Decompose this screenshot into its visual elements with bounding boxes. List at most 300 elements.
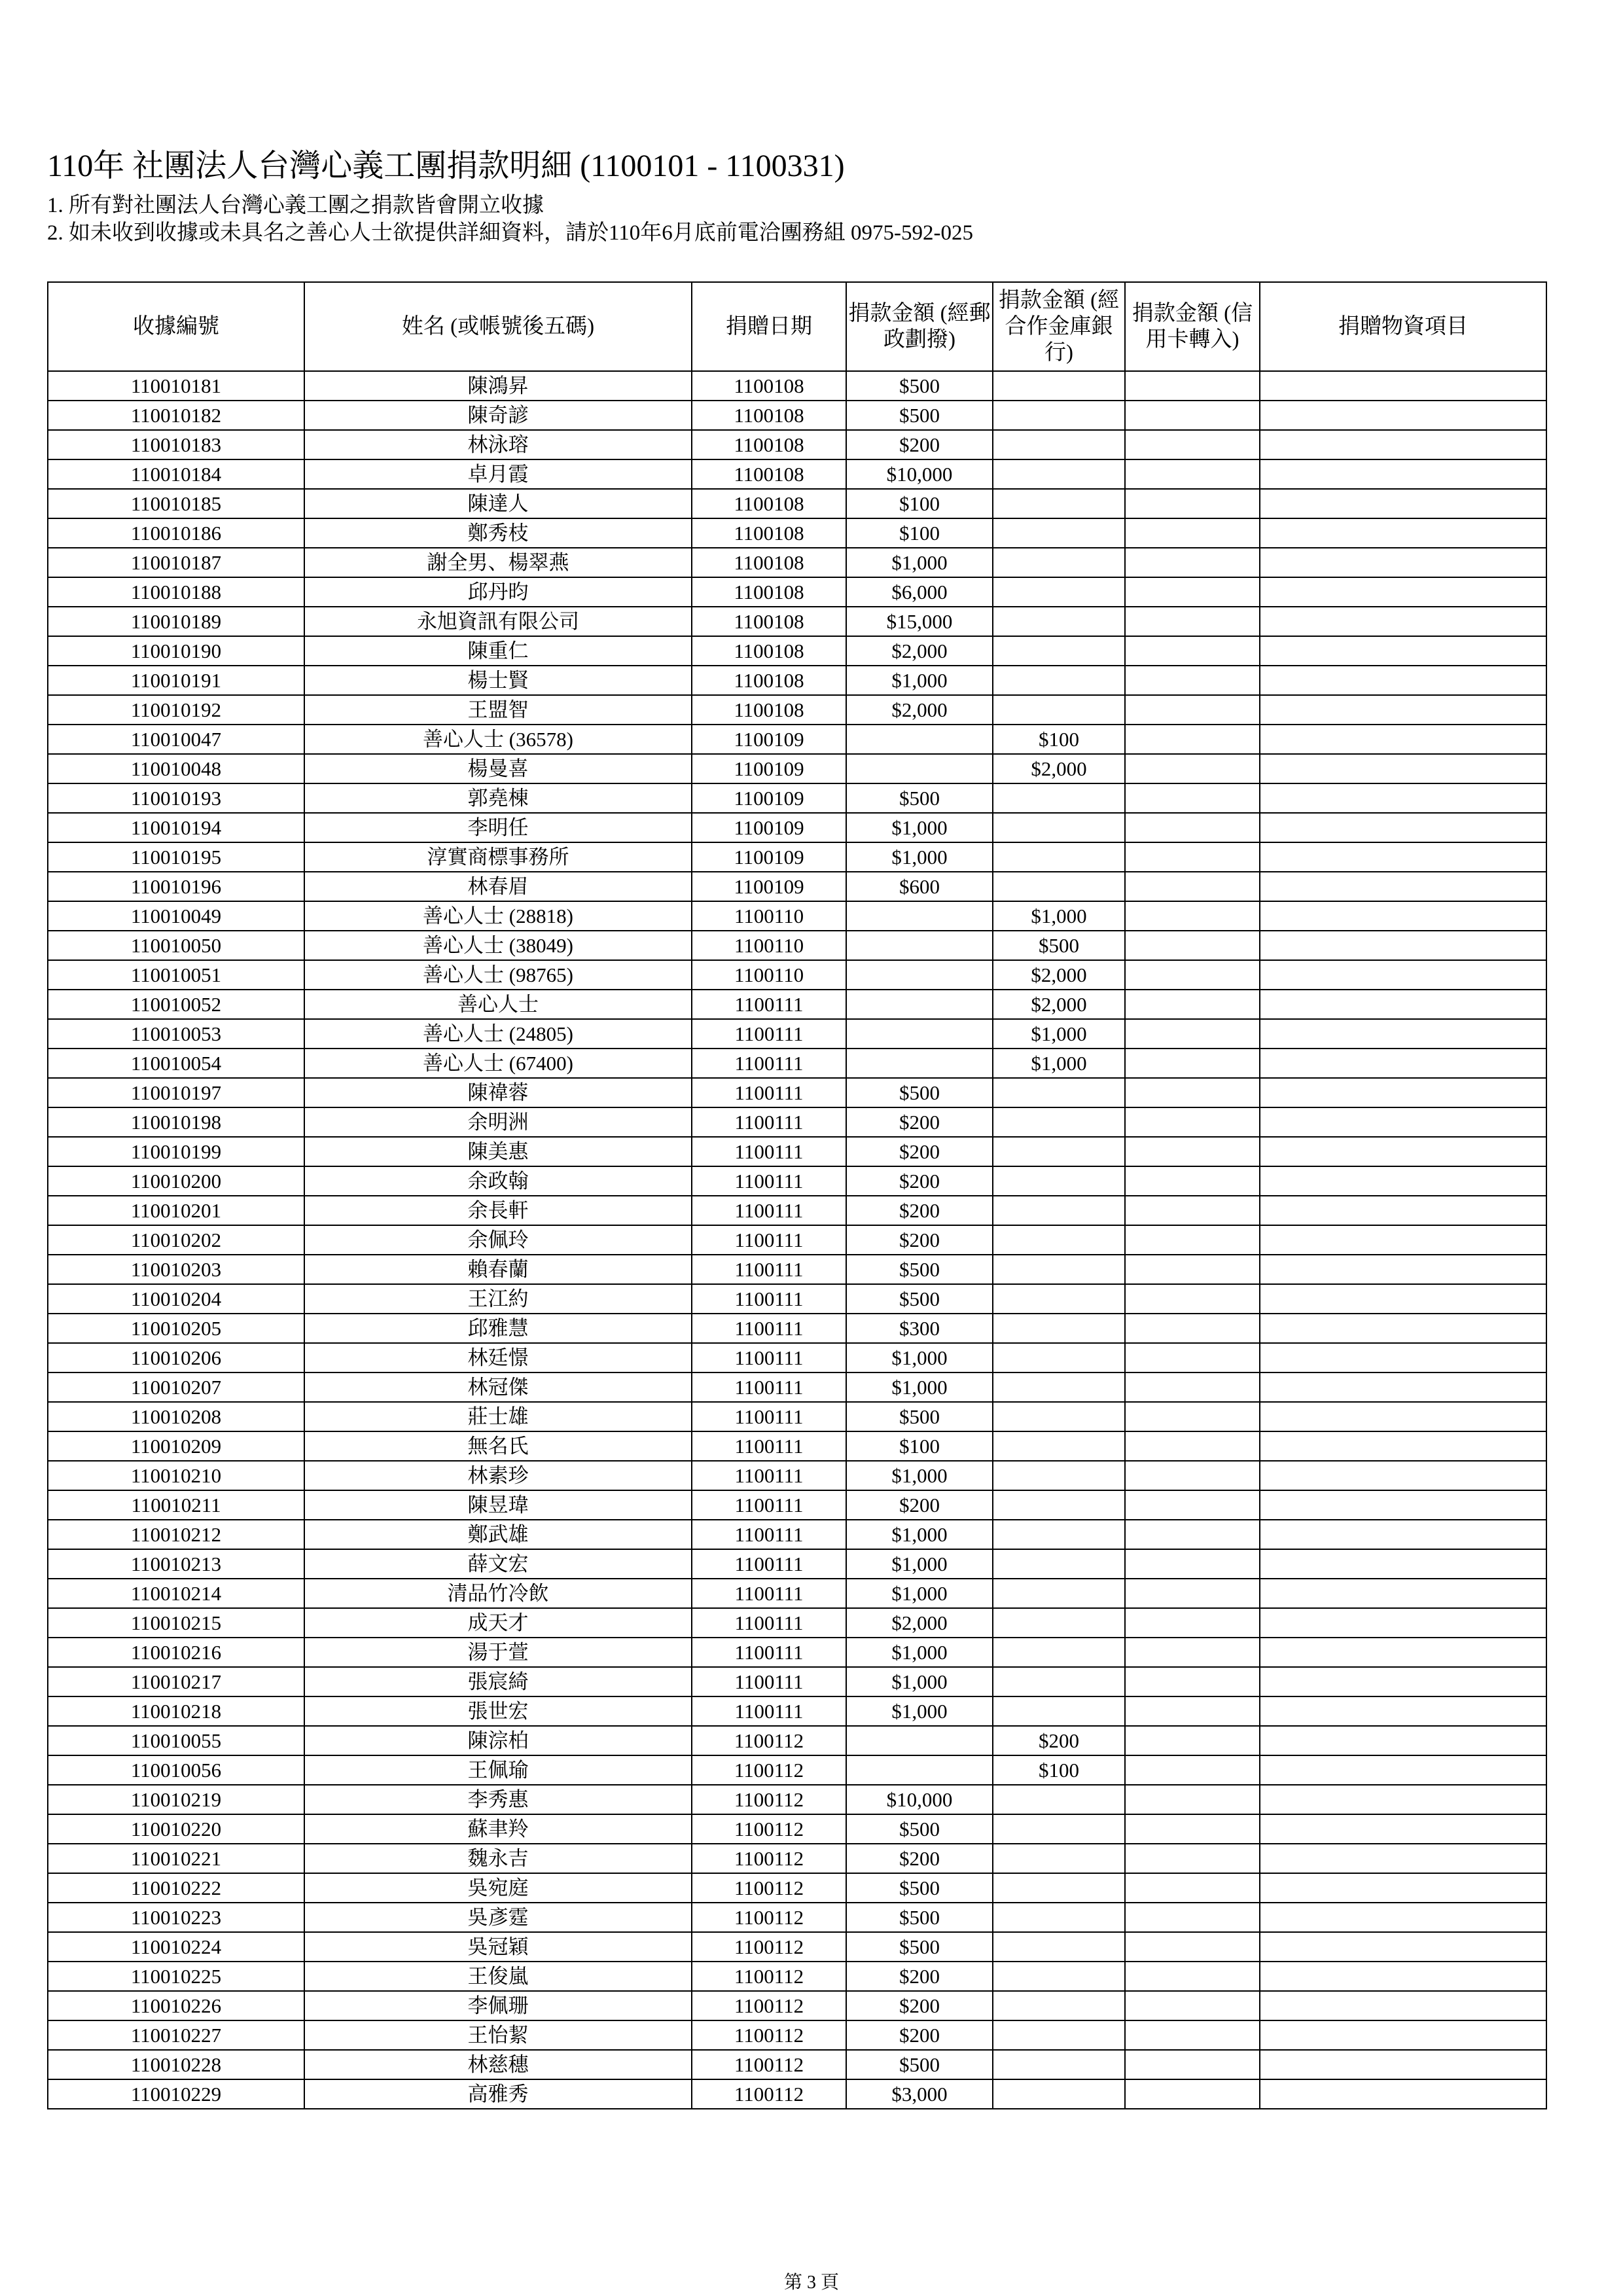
- donor-name-cell: 鄭武雄: [304, 1520, 692, 1549]
- donation-date-cell: 1100111: [692, 1696, 846, 1726]
- donation-date-cell: 1100111: [692, 1579, 846, 1608]
- receipt-no-cell: 110010206: [48, 1343, 304, 1372]
- amount-postal-cell: [846, 1726, 993, 1755]
- receipt-no-cell: 110010214: [48, 1579, 304, 1608]
- donor-name-cell: 林素珍: [304, 1461, 692, 1490]
- supplies-cell: [1260, 725, 1546, 754]
- donation-date-cell: 1100111: [692, 1461, 846, 1490]
- supplies-cell: [1260, 1196, 1546, 1225]
- table-row: [48, 2050, 1546, 2079]
- amount-postal-cell: $1,000: [846, 548, 993, 577]
- note-contact: 2. 如未收到收據或未具名之善心人士欲提供詳細資料，請於110年6月底前電洽團務組 0975-592-025: [47, 221, 974, 245]
- page-number: 第 3 頁: [783, 2272, 839, 2293]
- donation-date-cell: 1100111: [692, 1343, 846, 1372]
- donation-date-cell: 1100111: [692, 990, 846, 1019]
- donation-date-cell: 1100111: [692, 1019, 846, 1049]
- receipt-no-cell: 110010226: [48, 1991, 304, 2020]
- donor-name-cell: 王江約: [304, 1284, 692, 1314]
- amount-postal-cell: $1,000: [846, 1696, 993, 1726]
- receipt-no-cell: 110010218: [48, 1696, 304, 1726]
- amount-bank-cell: [993, 1608, 1125, 1638]
- amount-credit-card-cell: [1125, 371, 1260, 401]
- amount-bank-cell: [993, 371, 1125, 401]
- donation-date-cell: 1100111: [692, 1049, 846, 1078]
- supplies-cell: [1260, 607, 1546, 636]
- amount-postal-cell: $500: [846, 1814, 993, 1844]
- amount-credit-card-cell: [1125, 1314, 1260, 1343]
- table-row: [48, 1049, 1546, 1078]
- supplies-cell: [1260, 1638, 1546, 1667]
- amount-bank-cell: [993, 1490, 1125, 1520]
- donation-date-cell: 1100112: [692, 2020, 846, 2050]
- supplies-cell: [1260, 1785, 1546, 1814]
- donor-name-cell: 余佩玲: [304, 1225, 692, 1255]
- amount-bank-cell: $200: [993, 1726, 1125, 1755]
- amount-postal-cell: [846, 725, 993, 754]
- donation-date-cell: 1100109: [692, 754, 846, 783]
- amount-bank-cell: [993, 1638, 1125, 1667]
- donation-date-cell: 1100111: [692, 1137, 846, 1166]
- table-row: [48, 1932, 1546, 1962]
- receipt-no-cell: 110010190: [48, 636, 304, 666]
- table-row: [48, 666, 1546, 695]
- amount-credit-card-cell: [1125, 1049, 1260, 1078]
- donation-date-cell: 1100112: [692, 1903, 846, 1932]
- table-row: [48, 813, 1546, 842]
- table-row: [48, 1579, 1546, 1608]
- amount-credit-card-cell: [1125, 754, 1260, 783]
- supplies-cell: [1260, 931, 1546, 960]
- table-row: [48, 607, 1546, 636]
- table-row: [48, 1638, 1546, 1667]
- table-row: [48, 518, 1546, 548]
- amount-postal-cell: $6,000: [846, 577, 993, 607]
- donor-name-cell: 王怡絜: [304, 2020, 692, 2050]
- table-row: [48, 1814, 1546, 1844]
- table-row: [48, 1785, 1546, 1814]
- receipt-no-cell: 110010198: [48, 1107, 304, 1137]
- receipt-no-cell: 110010229: [48, 2079, 304, 2109]
- receipt-no-cell: 110010215: [48, 1608, 304, 1638]
- supplies-cell: [1260, 1903, 1546, 1932]
- supplies-cell: [1260, 1873, 1546, 1903]
- receipt-no-cell: 110010208: [48, 1402, 304, 1431]
- donor-name-cell: 王佩瑜: [304, 1755, 692, 1785]
- amount-postal-cell: $1,000: [846, 842, 993, 872]
- amount-bank-cell: [993, 666, 1125, 695]
- amount-bank-cell: [993, 518, 1125, 548]
- donor-name-cell: 善心人士 (36578): [304, 725, 692, 754]
- donation-date-cell: 1100108: [692, 371, 846, 401]
- supplies-cell: [1260, 960, 1546, 990]
- donation-date-cell: 1100108: [692, 548, 846, 577]
- receipt-no-cell: 110010051: [48, 960, 304, 990]
- amount-bank-cell: [993, 459, 1125, 489]
- receipt-no-cell: 110010213: [48, 1549, 304, 1579]
- receipt-no-cell: 110010225: [48, 1962, 304, 1991]
- amount-credit-card-cell: [1125, 1372, 1260, 1402]
- receipt-no-cell: 110010207: [48, 1372, 304, 1402]
- donation-date-cell: 1100112: [692, 1962, 846, 1991]
- amount-credit-card-cell: [1125, 1638, 1260, 1667]
- amount-bank-cell: [993, 548, 1125, 577]
- amount-credit-card-cell: [1125, 1078, 1260, 1107]
- table-row: [48, 1284, 1546, 1314]
- supplies-cell: [1260, 1991, 1546, 2020]
- donation-table: [47, 281, 1547, 2109]
- amount-postal-cell: $200: [846, 1844, 993, 1873]
- amount-credit-card-cell: [1125, 1461, 1260, 1490]
- amount-credit-card-cell: [1125, 1903, 1260, 1932]
- table-row: [48, 931, 1546, 960]
- amount-postal-cell: $1,000: [846, 1343, 993, 1372]
- donation-date-cell: 1100112: [692, 1755, 846, 1785]
- amount-postal-cell: $2,000: [846, 695, 993, 725]
- receipt-no-cell: 110010052: [48, 990, 304, 1019]
- table-header-row: [48, 282, 1546, 371]
- supplies-cell: [1260, 1608, 1546, 1638]
- receipt-no-cell: 110010197: [48, 1078, 304, 1107]
- donation-date-cell: 1100109: [692, 842, 846, 872]
- donor-name-cell: 李明任: [304, 813, 692, 842]
- table-row: [48, 2020, 1546, 2050]
- donation-date-cell: 1100111: [692, 1284, 846, 1314]
- amount-credit-card-cell: [1125, 2020, 1260, 2050]
- donor-name-cell: 陳達人: [304, 489, 692, 518]
- amount-bank-cell: [993, 1137, 1125, 1166]
- receipt-no-cell: 110010220: [48, 1814, 304, 1844]
- receipt-no-cell: 110010205: [48, 1314, 304, 1343]
- amount-postal-cell: $500: [846, 1903, 993, 1932]
- amount-credit-card-cell: [1125, 1696, 1260, 1726]
- donor-name-cell: 林冠傑: [304, 1372, 692, 1402]
- donation-date-cell: 1100112: [692, 1726, 846, 1755]
- supplies-cell: [1260, 2079, 1546, 2109]
- amount-postal-cell: $200: [846, 1991, 993, 2020]
- donor-name-cell: 善心人士 (24805): [304, 1019, 692, 1049]
- donor-name-cell: 郭堯棟: [304, 783, 692, 813]
- col-header-amount-postal: 捐款金額 (經郵政劃撥): [846, 282, 993, 371]
- amount-postal-cell: $10,000: [846, 1785, 993, 1814]
- donor-name-cell: 吳冠穎: [304, 1932, 692, 1962]
- supplies-cell: [1260, 1166, 1546, 1196]
- note-receipt: 1. 所有對社團法人台灣心義工團之捐款皆會開立收據: [47, 194, 544, 217]
- supplies-cell: [1260, 1461, 1546, 1490]
- receipt-no-cell: 110010184: [48, 459, 304, 489]
- table-body: [48, 371, 1546, 2109]
- amount-postal-cell: $2,000: [846, 636, 993, 666]
- donor-name-cell: 李秀惠: [304, 1785, 692, 1814]
- amount-postal-cell: $200: [846, 1107, 993, 1137]
- table-row: [48, 725, 1546, 754]
- receipt-no-cell: 110010185: [48, 489, 304, 518]
- donation-date-cell: 1100112: [692, 2050, 846, 2079]
- receipt-no-cell: 110010204: [48, 1284, 304, 1314]
- amount-credit-card-cell: [1125, 842, 1260, 872]
- donor-name-cell: 莊士雄: [304, 1402, 692, 1431]
- amount-postal-cell: $500: [846, 401, 993, 430]
- table-row: [48, 872, 1546, 901]
- donor-name-cell: 楊士賢: [304, 666, 692, 695]
- amount-postal-cell: $500: [846, 1402, 993, 1431]
- amount-postal-cell: [846, 931, 993, 960]
- donor-name-cell: 魏永吉: [304, 1844, 692, 1873]
- donation-date-cell: 1100110: [692, 960, 846, 990]
- amount-bank-cell: [993, 1903, 1125, 1932]
- receipt-no-cell: 110010199: [48, 1137, 304, 1166]
- donation-date-cell: 1100111: [692, 1608, 846, 1638]
- col-header-date: 捐贈日期: [692, 282, 846, 371]
- table-row: [48, 695, 1546, 725]
- receipt-no-cell: 110010201: [48, 1196, 304, 1225]
- receipt-no-cell: 110010054: [48, 1049, 304, 1078]
- donation-date-cell: 1100108: [692, 518, 846, 548]
- receipt-no-cell: 110010187: [48, 548, 304, 577]
- supplies-cell: [1260, 1372, 1546, 1402]
- amount-postal-cell: $200: [846, 430, 993, 459]
- table-row: [48, 1520, 1546, 1549]
- donor-name-cell: 高雅秀: [304, 2079, 692, 2109]
- amount-credit-card-cell: [1125, 1579, 1260, 1608]
- amount-postal-cell: $100: [846, 1431, 993, 1461]
- amount-credit-card-cell: [1125, 725, 1260, 754]
- supplies-cell: [1260, 1137, 1546, 1166]
- col-header-amount-credit-card: 捐款金額 (信用卡轉入): [1125, 282, 1260, 371]
- receipt-no-cell: 110010227: [48, 2020, 304, 2050]
- receipt-no-cell: 110010211: [48, 1490, 304, 1520]
- supplies-cell: [1260, 459, 1546, 489]
- donor-name-cell: 李佩珊: [304, 1991, 692, 2020]
- amount-postal-cell: [846, 1049, 993, 1078]
- supplies-cell: [1260, 1549, 1546, 1579]
- receipt-no-cell: 110010182: [48, 401, 304, 430]
- donor-name-cell: 張宸綺: [304, 1667, 692, 1696]
- amount-credit-card-cell: [1125, 430, 1260, 459]
- amount-credit-card-cell: [1125, 2050, 1260, 2079]
- donation-date-cell: 1100111: [692, 1196, 846, 1225]
- donation-date-cell: 1100111: [692, 1520, 846, 1549]
- amount-postal-cell: [846, 901, 993, 931]
- donation-date-cell: 1100111: [692, 1638, 846, 1667]
- col-header-supplies: 捐贈物資項目: [1260, 282, 1546, 371]
- amount-bank-cell: $500: [993, 931, 1125, 960]
- donor-name-cell: 吳彥霆: [304, 1903, 692, 1932]
- donor-name-cell: 陳奇諺: [304, 401, 692, 430]
- supplies-cell: [1260, 1755, 1546, 1785]
- donor-name-cell: 賴春蘭: [304, 1255, 692, 1284]
- donation-date-cell: 1100108: [692, 459, 846, 489]
- donor-name-cell: 林春眉: [304, 872, 692, 901]
- donation-date-cell: 1100108: [692, 607, 846, 636]
- table-row: [48, 754, 1546, 783]
- receipt-no-cell: 110010055: [48, 1726, 304, 1755]
- supplies-cell: [1260, 1255, 1546, 1284]
- amount-postal-cell: $200: [846, 2020, 993, 2050]
- donation-date-cell: 1100109: [692, 725, 846, 754]
- amount-bank-cell: [993, 1932, 1125, 1962]
- donor-name-cell: 吳宛庭: [304, 1873, 692, 1903]
- amount-postal-cell: $200: [846, 1196, 993, 1225]
- receipt-no-cell: 110010222: [48, 1873, 304, 1903]
- donation-date-cell: 1100111: [692, 1107, 846, 1137]
- table-row: [48, 489, 1546, 518]
- table-row: [48, 1844, 1546, 1873]
- donation-date-cell: 1100111: [692, 1225, 846, 1255]
- amount-credit-card-cell: [1125, 1225, 1260, 1255]
- receipt-no-cell: 110010219: [48, 1785, 304, 1814]
- receipt-no-cell: 110010217: [48, 1667, 304, 1696]
- amount-postal-cell: [846, 1019, 993, 1049]
- supplies-cell: [1260, 1844, 1546, 1873]
- amount-credit-card-cell: [1125, 1785, 1260, 1814]
- amount-credit-card-cell: [1125, 518, 1260, 548]
- supplies-cell: [1260, 901, 1546, 931]
- donor-name-cell: 善心人士 (67400): [304, 1049, 692, 1078]
- table-row: [48, 1255, 1546, 1284]
- amount-credit-card-cell: [1125, 960, 1260, 990]
- donor-name-cell: 永旭資訊有限公司: [304, 607, 692, 636]
- receipt-no-cell: 110010209: [48, 1431, 304, 1461]
- supplies-cell: [1260, 1019, 1546, 1049]
- table-row: [48, 901, 1546, 931]
- amount-credit-card-cell: [1125, 1137, 1260, 1166]
- amount-credit-card-cell: [1125, 872, 1260, 901]
- amount-postal-cell: [846, 990, 993, 1019]
- col-header-amount-bank: 捐款金額 (經合作金庫銀行): [993, 282, 1125, 371]
- amount-bank-cell: [993, 1579, 1125, 1608]
- donor-name-cell: 善心人士 (28818): [304, 901, 692, 931]
- donation-date-cell: 1100112: [692, 1873, 846, 1903]
- donation-date-cell: 1100111: [692, 1078, 846, 1107]
- amount-bank-cell: $100: [993, 1755, 1125, 1785]
- amount-bank-cell: [993, 1520, 1125, 1549]
- donation-date-cell: 1100109: [692, 813, 846, 842]
- donor-name-cell: 陳美惠: [304, 1137, 692, 1166]
- table-row: [48, 1873, 1546, 1903]
- supplies-cell: [1260, 1314, 1546, 1343]
- supplies-cell: [1260, 548, 1546, 577]
- donor-name-cell: 善心人士 (98765): [304, 960, 692, 990]
- amount-postal-cell: $10,000: [846, 459, 993, 489]
- donor-name-cell: 余長軒: [304, 1196, 692, 1225]
- donation-date-cell: 1100112: [692, 2079, 846, 2109]
- amount-credit-card-cell: [1125, 1196, 1260, 1225]
- amount-credit-card-cell: [1125, 401, 1260, 430]
- donation-date-cell: 1100112: [692, 1991, 846, 2020]
- table-row: [48, 990, 1546, 1019]
- col-header-receipt-no: 收據編號: [48, 282, 304, 371]
- amount-bank-cell: [993, 2050, 1125, 2079]
- donor-name-cell: 余明洲: [304, 1107, 692, 1137]
- table-row: [48, 1196, 1546, 1225]
- supplies-cell: [1260, 430, 1546, 459]
- amount-postal-cell: $500: [846, 371, 993, 401]
- supplies-cell: [1260, 1343, 1546, 1372]
- amount-bank-cell: [993, 1785, 1125, 1814]
- amount-bank-cell: [993, 577, 1125, 607]
- amount-credit-card-cell: [1125, 1255, 1260, 1284]
- amount-credit-card-cell: [1125, 636, 1260, 666]
- supplies-cell: [1260, 577, 1546, 607]
- amount-bank-cell: [993, 1461, 1125, 1490]
- amount-bank-cell: $100: [993, 725, 1125, 754]
- amount-postal-cell: $500: [846, 1284, 993, 1314]
- amount-bank-cell: [993, 636, 1125, 666]
- table-row: [48, 1903, 1546, 1932]
- amount-credit-card-cell: [1125, 1844, 1260, 1873]
- receipt-no-cell: 110010050: [48, 931, 304, 960]
- amount-credit-card-cell: [1125, 1166, 1260, 1196]
- table-row: [48, 1667, 1546, 1696]
- amount-credit-card-cell: [1125, 783, 1260, 813]
- amount-bank-cell: [993, 1078, 1125, 1107]
- amount-bank-cell: [993, 607, 1125, 636]
- amount-postal-cell: [846, 1755, 993, 1785]
- donor-name-cell: 無名氏: [304, 1431, 692, 1461]
- donor-name-cell: 清品竹冷飲: [304, 1579, 692, 1608]
- table-row: [48, 371, 1546, 401]
- donor-name-cell: 王俊嵐: [304, 1962, 692, 1991]
- amount-bank-cell: $2,000: [993, 754, 1125, 783]
- supplies-cell: [1260, 1284, 1546, 1314]
- table-row: [48, 1461, 1546, 1490]
- supplies-cell: [1260, 1402, 1546, 1431]
- donation-date-cell: 1100109: [692, 872, 846, 901]
- amount-bank-cell: [993, 1814, 1125, 1844]
- table-row: [48, 401, 1546, 430]
- donor-name-cell: 陳重仁: [304, 636, 692, 666]
- amount-credit-card-cell: [1125, 813, 1260, 842]
- supplies-cell: [1260, 2020, 1546, 2050]
- receipt-no-cell: 110010200: [48, 1166, 304, 1196]
- supplies-cell: [1260, 990, 1546, 1019]
- table-row: [48, 1019, 1546, 1049]
- donation-date-cell: 1100111: [692, 1490, 846, 1520]
- amount-bank-cell: [993, 401, 1125, 430]
- table-row: [48, 1078, 1546, 1107]
- amount-credit-card-cell: [1125, 1932, 1260, 1962]
- receipt-no-cell: 110010048: [48, 754, 304, 783]
- donation-date-cell: 1100111: [692, 1166, 846, 1196]
- amount-credit-card-cell: [1125, 1520, 1260, 1549]
- amount-bank-cell: [993, 1696, 1125, 1726]
- amount-bank-cell: [993, 2020, 1125, 2050]
- amount-postal-cell: $500: [846, 783, 993, 813]
- supplies-cell: [1260, 813, 1546, 842]
- receipt-no-cell: 110010196: [48, 872, 304, 901]
- amount-postal-cell: $1,000: [846, 1549, 993, 1579]
- donor-name-cell: 邱雅慧: [304, 1314, 692, 1343]
- receipt-no-cell: 110010053: [48, 1019, 304, 1049]
- amount-credit-card-cell: [1125, 1019, 1260, 1049]
- amount-bank-cell: $2,000: [993, 960, 1125, 990]
- supplies-cell: [1260, 783, 1546, 813]
- amount-postal-cell: [846, 754, 993, 783]
- donor-name-cell: 湯于萱: [304, 1638, 692, 1667]
- amount-credit-card-cell: [1125, 1343, 1260, 1372]
- amount-credit-card-cell: [1125, 1962, 1260, 1991]
- amount-bank-cell: [993, 1284, 1125, 1314]
- donor-name-cell: 陳鴻昇: [304, 371, 692, 401]
- amount-postal-cell: $100: [846, 518, 993, 548]
- receipt-no-cell: 110010202: [48, 1225, 304, 1255]
- amount-bank-cell: [993, 1431, 1125, 1461]
- receipt-no-cell: 110010216: [48, 1638, 304, 1667]
- amount-bank-cell: [993, 1225, 1125, 1255]
- receipt-no-cell: 110010223: [48, 1903, 304, 1932]
- donation-date-cell: 1100108: [692, 430, 846, 459]
- amount-bank-cell: [993, 695, 1125, 725]
